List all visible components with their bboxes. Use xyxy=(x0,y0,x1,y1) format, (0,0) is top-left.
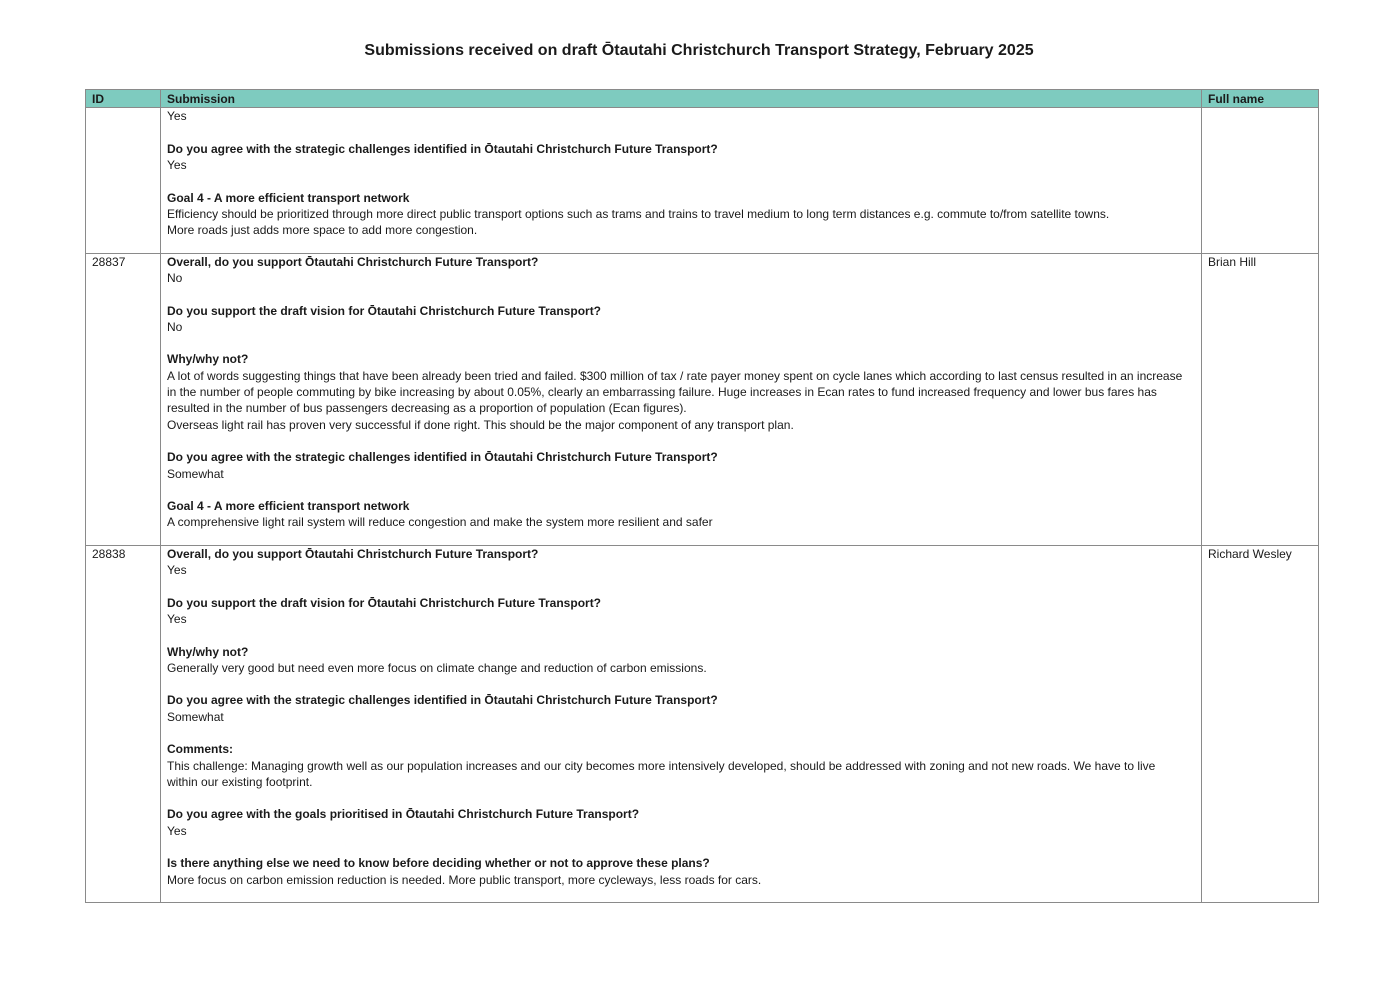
table-row xyxy=(86,108,1319,253)
question-text: Do you agree with the strategic challenges identified in Ōtautahi Christchurch Future Transport? xyxy=(167,693,718,708)
question-text: Do you support the draft vision for Ōtautahi Christchurch Future Transport? xyxy=(167,303,602,318)
submission-response-block xyxy=(167,644,1195,677)
answer-text: Generally very good but need even more focus on climate change and reduction of carbon emissions. xyxy=(167,660,707,675)
question-text: Do you agree with the strategic challenges identified in Ōtautahi Christchurch Future Transport? xyxy=(167,141,718,156)
full-name-cell xyxy=(1202,108,1319,253)
question-text: Do you agree with the goals prioritised in Ōtautahi Christchurch Future Transport? xyxy=(167,807,640,822)
column-header-id: ID xyxy=(86,90,161,108)
answer-text: Overseas light rail has proven very successful if done right. This should be the major component of any transport plan. xyxy=(167,417,794,432)
answer-text: Yes xyxy=(167,109,187,124)
column-header-full-name: Full name xyxy=(1202,90,1319,108)
submission-response-block xyxy=(167,351,1195,432)
answer-text: Yes xyxy=(167,823,187,838)
submissions-table xyxy=(85,89,1319,903)
submission-response-block xyxy=(167,498,1195,531)
question-text: Do you support the draft vision for Ōtautahi Christchurch Future Transport? xyxy=(167,595,602,610)
answer-text: Somewhat xyxy=(167,709,224,724)
question-text: Overall, do you support Ōtautahi Christchurch Future Transport? xyxy=(167,254,539,269)
full-name-cell: Richard Wesley xyxy=(1202,545,1319,902)
submission-cell xyxy=(161,545,1202,902)
table-row xyxy=(86,545,1319,902)
question-text: Do you agree with the strategic challenges identified in Ōtautahi Christchurch Future Transport? xyxy=(167,450,718,465)
answer-text: in the number of people commuting by bike increasing by about 0.05%, clearly an embarrassing failure. Huge increases in Ecan rates to fund increased frequency and lower bus fares has xyxy=(167,385,1157,400)
table-body xyxy=(86,108,1319,903)
column-header-submission: Submission xyxy=(161,90,1202,108)
answer-text: This challenge: Managing growth well as our population increases and our city becomes more intensively developed, should be addressed with zoning and not new roads. We have to live xyxy=(167,758,1156,773)
answer-text: Efficiency should be prioritized through more direct public transport options such as trams and trains to travel medium to long term distances e.g. commute to/from satellite towns. xyxy=(167,207,1110,222)
answer-text: No xyxy=(167,270,183,285)
answer-text: Yes xyxy=(167,611,187,626)
submission-response-block xyxy=(167,692,1195,725)
answer-text: Somewhat xyxy=(167,466,224,481)
question-text: Why/why not? xyxy=(167,352,249,367)
full-name-cell: Brian Hill xyxy=(1202,253,1319,545)
answer-text: within our existing footprint. xyxy=(167,774,313,789)
answer-text: A comprehensive light rail system will reduce congestion and make the system more resilient and safer xyxy=(167,515,713,530)
answer-text: A lot of words suggesting things that have been already been tried and failed. $300 million of tax / rate payer money spent on cycle lanes which according to last census resulted in an increase xyxy=(167,368,1183,383)
answer-text: No xyxy=(167,319,183,334)
submission-id-cell: 28838 xyxy=(86,545,161,902)
submission-id-cell xyxy=(86,108,161,253)
submission-response-block xyxy=(167,141,1195,174)
question-text: Comments: xyxy=(167,742,234,757)
submission-response-block xyxy=(167,595,1195,628)
answer-text: More roads just adds more space to add more congestion. xyxy=(167,223,478,238)
page-title: Submissions received on draft Ōtautahi Christchurch Transport Strategy, February 2025 xyxy=(364,42,1034,59)
submission-response-block xyxy=(167,254,1195,287)
question-text: Is there anything else we need to know before deciding whether or not to approve these plans? xyxy=(167,856,710,871)
answer-text: Yes xyxy=(167,158,187,173)
question-text: Overall, do you support Ōtautahi Christchurch Future Transport? xyxy=(167,546,539,561)
submission-response-block xyxy=(167,449,1195,482)
answer-text: resulted in the number of bus passengers decreasing as a proportion of population (Ecan figures). xyxy=(167,401,687,416)
question-text: Why/why not? xyxy=(167,644,249,659)
table-header-row xyxy=(86,90,1319,108)
submission-response-block xyxy=(167,741,1195,790)
submission-response-block xyxy=(167,303,1195,336)
question-text: Goal 4 - A more efficient transport network xyxy=(167,499,410,514)
table-row xyxy=(86,253,1319,545)
submission-response-block xyxy=(167,855,1195,888)
submission-response-block xyxy=(167,806,1195,839)
submission-response-block xyxy=(167,108,1195,124)
answer-text: More focus on carbon emission reduction is needed. More public transport, more cycleways, less roads for cars. xyxy=(167,872,762,887)
submission-response-block xyxy=(167,190,1195,239)
submission-cell xyxy=(161,253,1202,545)
question-text: Goal 4 - A more efficient transport network xyxy=(167,190,410,205)
answer-text: Yes xyxy=(167,563,187,578)
submission-response-block xyxy=(167,546,1195,579)
submission-id-cell: 28837 xyxy=(86,253,161,545)
submission-cell xyxy=(161,108,1202,253)
